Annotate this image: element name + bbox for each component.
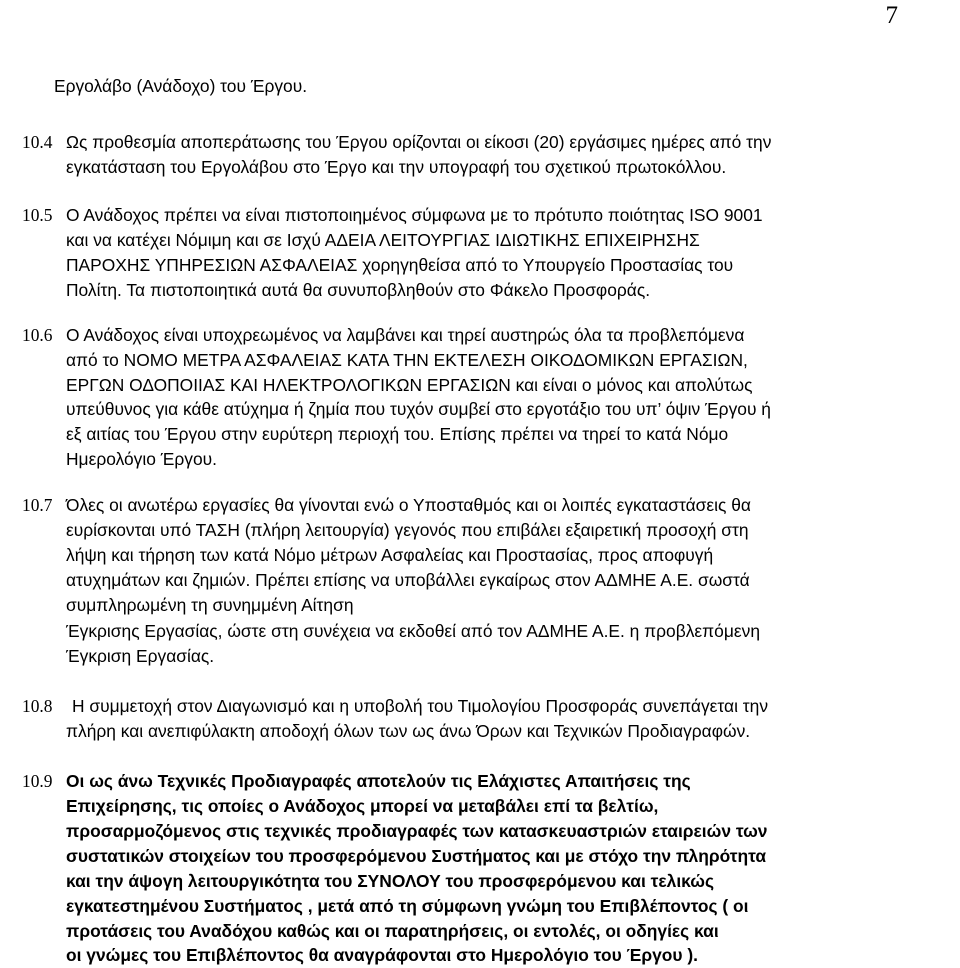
section-line: ΕΡΓΩΝ ΟΔΟΠΟΙΙΑΣ ΚΑΙ ΗΛΕΚΤΡΟΛΟΓΙΚΩΝ ΕΡΓΑΣΙΩΝ και είναι ο μόνος και απολύτως (66, 375, 753, 395)
section-number: 10.8 (22, 696, 53, 716)
section-line: ΠΑΡΟΧΗΣ ΥΠΗΡΕΣΙΩΝ ΑΣΦΑΛΕΙΑΣ χορηγηθείσα από το Υπουργείο Προστασίας του (66, 255, 734, 275)
section-line: Πολίτη. Τα πιστοποιητικά αυτά θα συνυποβληθούν στο Φάκελο Προσφοράς. (66, 280, 651, 300)
section-number: 10.9 (22, 771, 53, 791)
section-line: πλήρη και ανεπιφύλακτη αποδοχή όλων των ως άνω Όρων και Τεχνικών Προδιαγραφών. (66, 721, 751, 741)
section-line: και την άψογη λειτουργικότητα του ΣΥΝΟΛΟΥ του προσφερόμενου και τελικώς (66, 871, 715, 891)
intro-line: Εργολάβο (Ανάδοχο) του Έργου. (54, 76, 308, 96)
section-line: ευρίσκονται υπό ΤΑΣΗ (πλήρη λειτουργία) γεγονός που επιβάλει εξαιρετική προσοχή στη (66, 520, 749, 540)
section-line: ατυχημάτων και ζημιών. Πρέπει επίσης να υποβάλλει εγκαίρως στον ΑΔΜΗΕ Α.Ε. σωστά (66, 570, 750, 590)
section-line: προσαρμοζόμενος στις τεχνικές προδιαγραφές των κατασκευαστριών εταιρειών των (66, 821, 768, 841)
section-line: Οι ως άνω Τεχνικές Προδιαγραφές αποτελούν τις Ελάχιστες Απαιτήσεις της (66, 771, 691, 791)
section-number: 10.7 (22, 495, 53, 515)
section-number: 10.6 (22, 325, 53, 345)
section-line: Επιχείρησης, τις οποίες ο Ανάδοχος μπορεί να μεταβάλει επί τα βελτίω, (66, 796, 659, 816)
section-line: Έγκριση Εργασίας. (66, 646, 215, 666)
section-line: οι γνώμες του Επιβλέποντος θα αναγράφονται στο Ημερολόγιο του Έργου ). (66, 945, 699, 965)
section-line: συστατικών στοιχείων του προσφερόμενου Συστήματος και με στόχο την πληρότητα (66, 846, 767, 866)
section-line: από το ΝΟΜΟ ΜΕΤΡΑ ΑΣΦΑΛΕΙΑΣ ΚΑΤΑ ΤΗΝ ΕΚΤΕΛΕΣΗ ΟΙΚΟΔΟΜΙΚΩΝ ΕΡΓΑΣΙΩΝ, (66, 350, 748, 370)
section-line: συμπληρωμένη τη συνημμένη Αίτηση (66, 595, 354, 615)
section-number: 10.5 (22, 205, 53, 225)
section-line: και να κατέχει Νόμιμη και σε Ισχύ ΑΔΕΙΑ ΛΕΙΤΟΥΡΓΙΑΣ ΙΔΙΩΤΙΚΗΣ ΕΠΙΧΕΙΡΗΣΗΣ (66, 230, 700, 250)
section-line: Έγκρισης Εργασίας, ώστε στη συνέχεια να εκδοθεί από τον ΑΔΜΗΕ Α.Ε. η προβλεπόμενη (66, 621, 760, 641)
section-line: Ως προθεσμία αποπεράτωσης του Έργου ορίζονται οι είκοσι (20) εργάσιμες ημέρες από την (66, 132, 772, 152)
page-number: 7 (885, 2, 898, 29)
section-line: Όλες οι ανωτέρω εργασίες θα γίνονται ενώ ο Υποσταθμός και οι λοιπές εγκαταστάσεις θα (66, 495, 751, 515)
section-line: υπεύθυνος για κάθε ατύχημα ή ζημία που τυχόν συμβεί στο εργοτάξιο του υπ’ όψιν Έργου ή (66, 399, 771, 419)
section-line: Ο Ανάδοχος πρέπει να είναι πιστοποιημένος σύμφωνα με το πρότυπο ποιότητας ISO 9001 (66, 205, 763, 225)
section-line: Ημερολόγιο Έργου. (66, 449, 217, 469)
section-number: 10.4 (22, 132, 53, 152)
section-line: προτάσεις του Αναδόχου καθώς και οι παρατηρήσεις, οι εντολές, οι οδηγίες και (66, 921, 719, 941)
section-line: εγκατάσταση του Εργολάβου στο Έργο και την υπογραφή του σχετικού πρωτοκόλλου. (66, 157, 727, 177)
section-line: Ο Ανάδοχος είναι υποχρεωμένος να λαμβάνει και τηρεί αυστηρώς όλα τα προβλεπόμενα (66, 325, 745, 345)
section-line: εγκατεστημένου Συστήματος , μετά από τη σύμφωνη γνώμη του Επιβλέποντος ( οι (66, 896, 749, 916)
section-line: λήψη και τήρηση των κατά Νόμο μέτρων Ασφαλείας και Προστασίας, προς αποφυγή (66, 545, 714, 565)
section-line: εξ αιτίας του Έργου στην ευρύτερη περιοχή του. Επίσης πρέπει να τηρεί το κατά Νόμο (66, 424, 729, 444)
section-line: Η συμμετοχή στον Διαγωνισμό και η υποβολή του Τιμολογίου Προσφοράς συνεπάγεται την (72, 696, 769, 716)
